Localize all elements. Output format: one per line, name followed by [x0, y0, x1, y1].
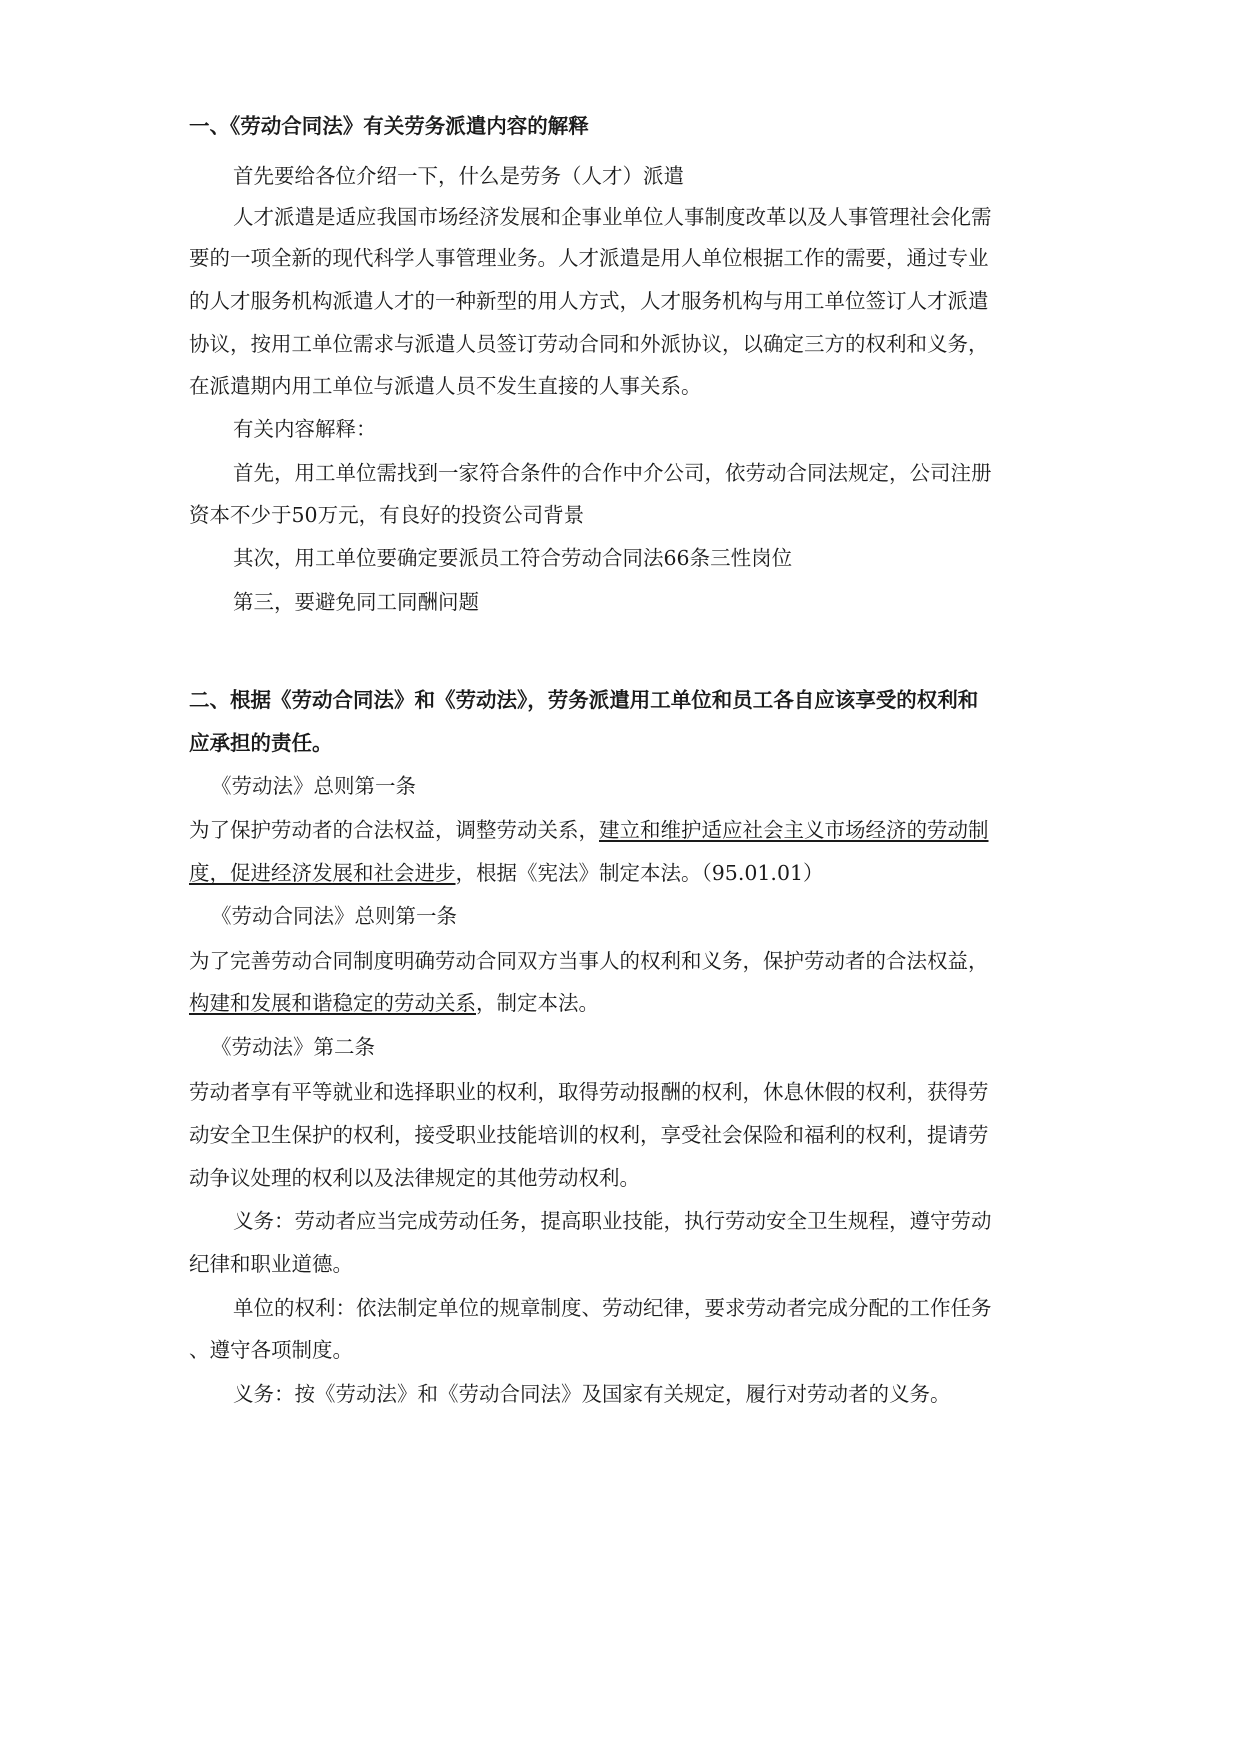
section1-intro: 首先要给各位介绍一下，什么是劳务（人才）派遣 — [233, 164, 684, 188]
law2-line2-underlined: 构建和发展和谐稳定的劳动关系 — [189, 991, 476, 1015]
section1-related-label: 有关内容解释： — [233, 417, 377, 441]
law3-line3: 动争议处理的权利以及法律规定的其他劳动权利。 — [189, 1166, 640, 1190]
section1-p1-line3: 的人才服务机构派遣人才的一种新型的用人方式，人才服务机构与用工单位签订人才派遣 — [189, 289, 989, 313]
law2-title: 《劳动合同法》总则第一条 — [211, 904, 457, 928]
law1-line2-underlined: 度，促进经济发展和社会进步 — [189, 861, 456, 885]
law1-line1-plain: 为了保护劳动者的合法权益，调整劳动关系， — [189, 818, 599, 842]
section1-p1-line4: 协议，按用工单位需求与派遣人员签订劳动合同和外派协议，以确定三方的权利和义务， — [189, 332, 989, 356]
section1-p1-line2: 要的一项全新的现代科学人事管理业务。人才派遣是用人单位根据工作的需要，通过专业 — [189, 246, 989, 270]
section1-third: 第三，要避免同工同酬问题 — [233, 590, 479, 614]
law3-line1: 劳动者享有平等就业和选择职业的权利，取得劳动报酬的权利，休息休假的权利，获得劳 — [189, 1080, 989, 1104]
law3-title: 《劳动法》第二条 — [211, 1035, 375, 1059]
law1-line2-plain: ，根据《宪法》制定本法。（95.01.01） — [455, 861, 824, 885]
worker-duty-line2: 纪律和职业道德。 — [189, 1252, 353, 1276]
employer-rights-line1: 单位的权利：依法制定单位的规章制度、劳动纪律，要求劳动者完成分配的工作任务 — [233, 1296, 992, 1320]
section2-heading-line2: 应承担的责任。 — [189, 731, 333, 755]
law1-line1-underlined: 建立和维护适应社会主义市场经济的劳动制 — [599, 818, 989, 842]
law2-line1: 为了完善劳动合同制度明确劳动合同双方当事人的权利和义务，保护劳动者的合法权益， — [189, 949, 989, 973]
law1-line1 — [189, 817, 989, 843]
employer-duty: 义务：按《劳动法》和《劳动合同法》及国家有关规定，履行对劳动者的义务。 — [233, 1382, 951, 1406]
section1-first-line1: 首先，用工单位需找到一家符合条件的合作中介公司，依劳动合同法规定，公司注册 — [233, 461, 992, 485]
employer-rights-line2: 、遵守各项制度。 — [189, 1338, 353, 1362]
section1-p1-line5: 在派遣期内用工单位与派遣人员不发生直接的人事关系。 — [189, 374, 702, 398]
law1-title: 《劳动法》总则第一条 — [211, 774, 416, 798]
law2-line2-plain: ，制定本法。 — [476, 991, 599, 1015]
section2-heading-line1: 二、根据《劳动合同法》和《劳动法》，劳务派遣用工单位和员工各自应该享受的权利和 — [189, 688, 979, 712]
section1-second: 其次，用工单位要确定要派员工符合劳动合同法66条三性岗位 — [233, 546, 793, 570]
section1-heading: 一、《劳动合同法》有关劳务派遣内容的解释 — [189, 114, 589, 138]
section1-p1-line1: 人才派遣是适应我国市场经济发展和企事业单位人事制度改革以及人事管理社会化需 — [233, 205, 992, 229]
law1-line2 — [189, 860, 824, 886]
section1-first-line2: 资本不少于50万元，有良好的投资公司背景 — [189, 503, 585, 527]
law3-line2: 动安全卫生保护的权利，接受职业技能培训的权利，享受社会保险和福利的权利，提请劳 — [189, 1123, 989, 1147]
worker-duty-line1: 义务：劳动者应当完成劳动任务，提高职业技能，执行劳动安全卫生规程，遵守劳动 — [233, 1209, 992, 1233]
law2-line2 — [189, 990, 599, 1016]
